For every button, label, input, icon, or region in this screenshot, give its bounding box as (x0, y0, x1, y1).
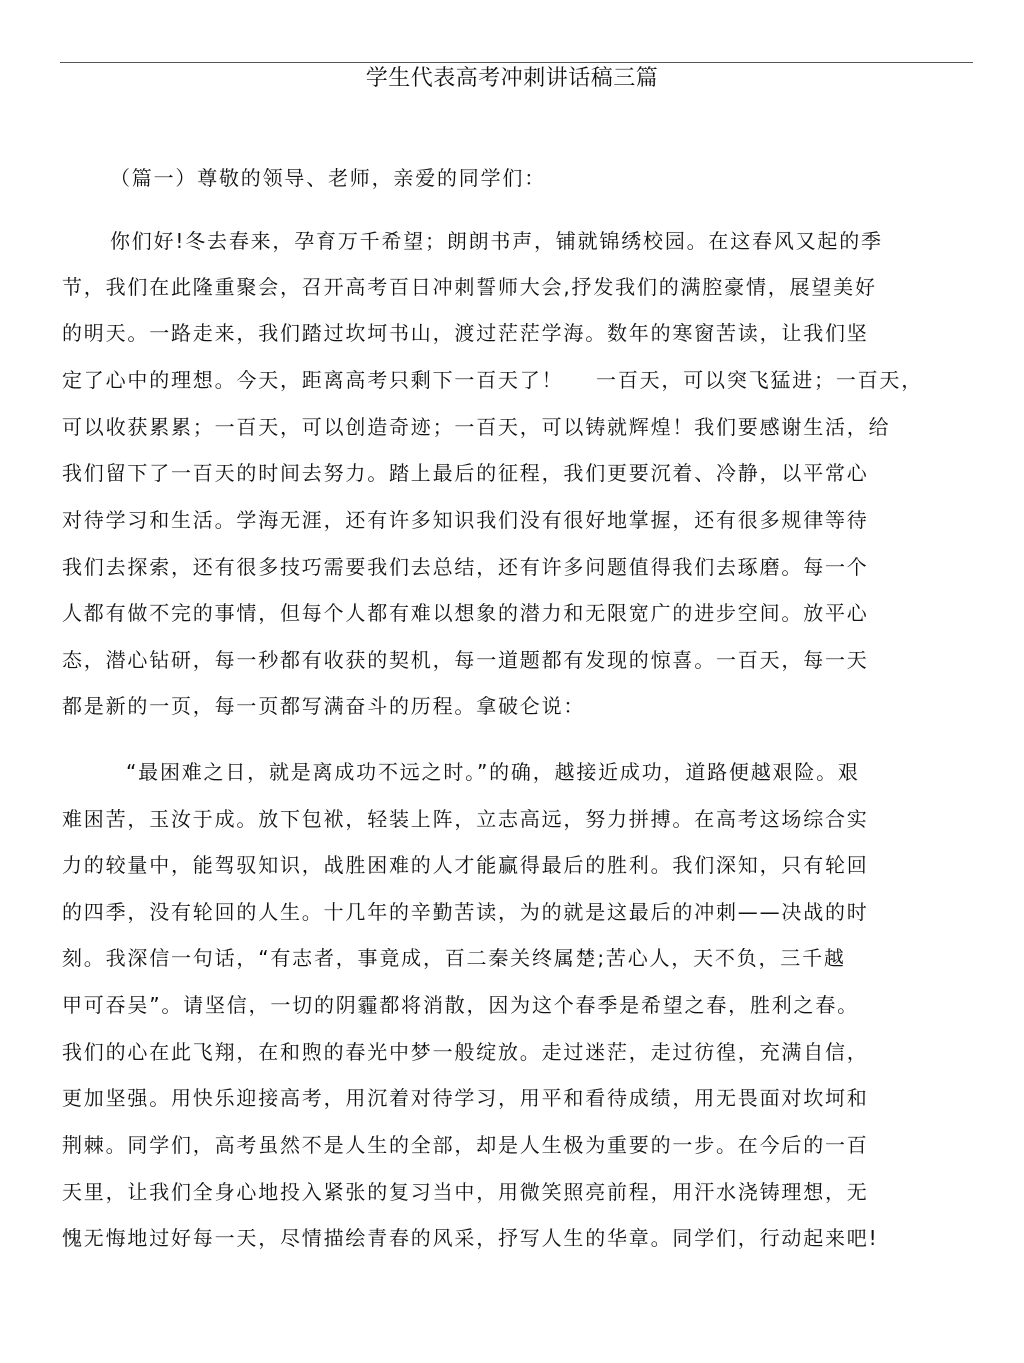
paragraph-1-line-9: 人都有做不完的事情，但每个人都有难以想象的潜力和无限宽广的进步空间。放平心 (62, 601, 869, 625)
paragraph-2-line-9: 荆棘。同学们，高考虽然不是人生的全部，却是人生极为重要的一步。在今后的一百 (62, 1133, 869, 1157)
paragraph-2-line-11: 愧无悔地过好每一天，尽情描绘青春的风采，抒写人生的华章。同学们，行动起来吧! (62, 1226, 879, 1250)
paragraph-2-line-8: 更加坚强。用快乐迎接高考，用沉着对待学习，用平和看待成绩，用无畏面对坎坷和 (62, 1086, 869, 1110)
paragraph-1-line-1: 你们好!冬去春来，孕育万千希望；朗朗书声，铺就锦绣校园。在这春风又起的季 (110, 229, 883, 253)
paragraph-2-line-6: 甲可吞吴”。请坚信，一切的阴霾都将消散，因为这个春季是希望之春，胜利之春。 (62, 993, 859, 1017)
paragraph-2-line-1: “最困难之日，就是离成功不远之时。”的确，越接近成功，道路便越艰险。艰 (126, 760, 860, 784)
paragraph-1-line-4: 定了心中的理想。今天，距离高考只剩下一百天了！ 一百天，可以突飞猛进；一百天， (62, 368, 924, 392)
paragraph-2-line-10: 天里，让我们全身心地投入紧张的复习当中，用微笑照亮前程，用汗水浇铸理想，无 (62, 1180, 869, 1204)
paragraph-2-line-3: 力的较量中，能驾驭知识，战胜困难的人才能赢得最后的胜利。我们深知，只有轮回 (62, 853, 869, 877)
paragraph-1-line-6: 我们留下了一百天的时间去努力。踏上最后的征程，我们更要沉着、冷静，以平常心 (62, 461, 869, 485)
salutation-line: （篇一）尊敬的领导、老师，亲爱的同学们： (110, 166, 546, 190)
paragraph-1-line-3: 的明天。一路走来，我们踏过坎坷书山，渡过茫茫学海。数年的寒窗苦读，让我们坚 (62, 321, 869, 345)
paragraph-2-line-2: 难困苦，玉汝于成。放下包袱，轻装上阵，立志高远，努力拼搏。在高考这场综合实 (62, 807, 869, 831)
paragraph-1-line-5: 可以收获累累；一百天，可以创造奇迹；一百天，可以铸就辉煌！我们要感谢生活，给 (62, 415, 891, 439)
paragraph-2-line-4: 的四季，没有轮回的人生。十几年的辛勤苦读，为的就是这最后的冲刺——决战的时 (62, 900, 869, 924)
paragraph-1-line-10: 态，潜心钻研，每一秒都有收获的契机，每一道题都有发现的惊喜。一百天，每一天 (62, 648, 869, 672)
paragraph-1-line-7: 对待学习和生活。学海无涯，还有许多知识我们没有很好地掌握，还有很多规律等待 (62, 508, 869, 532)
paragraph-1-line-8: 我们去探索，还有很多技巧需要我们去总结，还有许多问题值得我们去琢磨。每一个 (62, 555, 869, 579)
paragraph-2-line-7: 我们的心在此飞翔，在和煦的春光中梦一般绽放。走过迷茫，走过彷徨，充满自信， (62, 1040, 869, 1064)
paragraph-2-line-5: 刻。我深信一句话，“有志者，事竟成，百二秦关终属楚;苦心人，天不负，三千越 (62, 946, 846, 970)
paragraph-1-line-2: 节，我们在此隆重聚会，召开高考百日冲刺誓师大会,抒发我们的满腔豪情，展望美好 (62, 275, 877, 299)
document-title: 学生代表高考冲刺讲话稿三篇 (365, 66, 659, 91)
paragraph-1-line-11: 都是新的一页，每一页都写满奋斗的历程。拿破仑说： (62, 694, 586, 718)
